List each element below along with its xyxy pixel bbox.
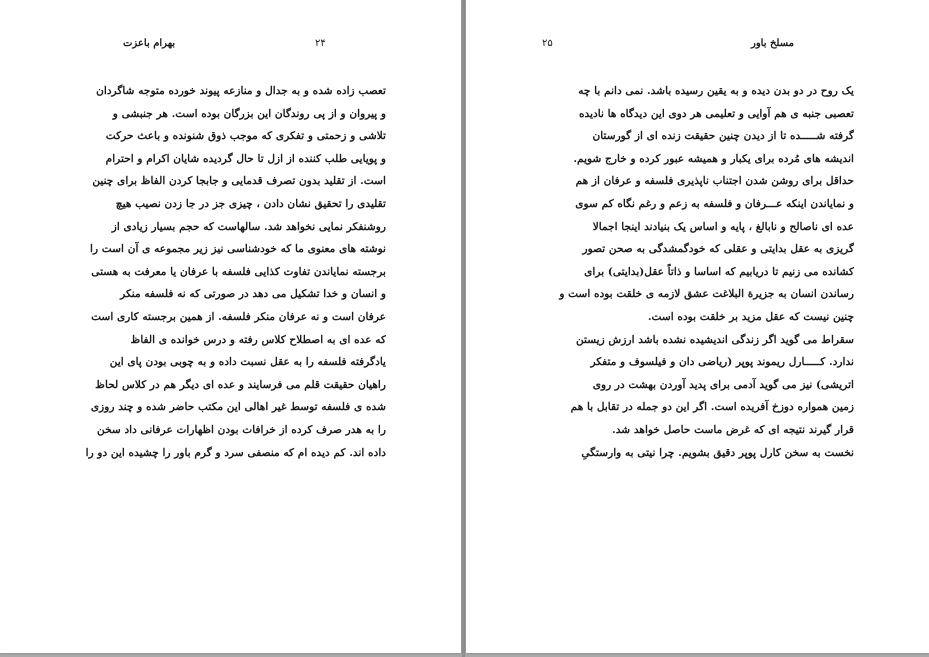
text-line: تعصبی جنبه ی هم آوایی و تعلیمی هر دوی این دیدگاه ها نادیده bbox=[578, 107, 854, 120]
text-line: شده ی فلسفه توسط غیر اهالی این مکتب حاضر شده و چند روزی bbox=[90, 401, 386, 414]
text-line: حداقل برای روشن شدن اجتناب ناپذیری فلسفه و عرفان از هم bbox=[575, 175, 854, 188]
page-right bbox=[466, 0, 929, 653]
text-line: ندارد. کـــــارل ریموند پوپر (ریاضی دان و فیلسوف و متفکر bbox=[590, 356, 854, 369]
text-line: و انسان و خدا تشکیل می دهد در صورتی که نه فلسفه منکر bbox=[120, 288, 386, 301]
text-line: گرفته شـــــده تا از دیدن چنین حقیقت زنده ای از گورستان bbox=[592, 130, 854, 143]
text-line: که عده ای به اصطلاح کلاس رفته و درس خوانده ی الفاظ bbox=[130, 333, 386, 346]
text-line: قرار گیرند نتیجه ای که غرض ماست حاصل خواهد شد. bbox=[612, 423, 854, 436]
text-line: رساندن انسان به جزیرة البلاغت عشق لازمه ی خلقت بوده است و bbox=[559, 288, 854, 301]
body-text-left bbox=[76, 80, 386, 464]
text-line: یادگرفته فلسفه را به عقل نسبت داده و به چوبی بودن پای این bbox=[109, 356, 386, 369]
text-line: تعصب زاده شده و به جدال و منازعه پیوند خورده متوجه شاگردان bbox=[96, 85, 386, 97]
page-divider bbox=[462, 0, 465, 657]
text-line: تقلیدی را تحقیق نشان دادن ، چیزی جز در جا زدن نصیب هیچ bbox=[115, 197, 386, 210]
text-line: تلاشی و زحمتی و تفکری که موجب ذوق شنونده و باعث حرکت bbox=[105, 130, 386, 143]
text-line: اتریشی) نیز می گوید آدمی برای پدید آوردن بهشت در روی bbox=[592, 378, 854, 391]
text-line: داده اند. کم دیده ام که منصفی سرد و گرم باور را چشیده این دو را bbox=[85, 446, 386, 459]
page-header-right bbox=[466, 38, 929, 54]
text-line: و نمایاندن اینکه عـــرفان و فلسفه به زعم و رغم نگاه کم سوی bbox=[575, 197, 854, 210]
text-line: عرفان است و نه عرفان منکر فلسفه. از همین برجسته کاری است bbox=[91, 310, 386, 323]
text-line: اندیشه های مُرده برای یکبار و همیشه عبور کرده و خارج شویم. bbox=[573, 152, 854, 165]
page-number-left: ۲۴ bbox=[315, 38, 326, 49]
text-line: روشنفکر نمایی نخواهد شد. سالهاست که حجم بسیار زیادی از bbox=[111, 220, 386, 233]
text-line: سقراط می گوید اگر زندگی اندیشیده نشده باشد ارزش زیستن bbox=[575, 333, 854, 346]
page-left bbox=[0, 0, 461, 653]
text-line: یک روح در دو بدن دیده و به یقین رسیده باشد. نمی دانم با چه bbox=[578, 85, 854, 97]
text-line: نخست به سخن کارل پوپر دقیق بشویم. چرا نیتی به وارستگیِ bbox=[581, 446, 854, 459]
text-line: نوشته های معنوی ما که خودشناسی نیز زیر مجموعه ی آن است را bbox=[90, 243, 386, 256]
text-line: و پویایی طلب کننده از ازل تا حال گردیده شایان اکرام و احترام bbox=[105, 152, 386, 165]
text-line: کشانده می زنیم تا دریابیم که اساسا و ذاتاً عقل(بدایتی) برای bbox=[584, 265, 854, 278]
text-line: چنین نیست که عقل مزید بر خلقت بوده است. bbox=[647, 310, 854, 323]
running-title-right: مسلخ باور bbox=[751, 38, 795, 49]
text-line: است. از تقلید بدون تصرف قدمایی و جابجا کردن الفاظ برای چنین bbox=[92, 175, 386, 188]
running-title-left: بهرام باعزت bbox=[123, 38, 176, 49]
text-line: راهیان حقیقت قلم می فرسایند و عده ای دیگر هم در کلاس لحاظ bbox=[95, 378, 386, 391]
text-line: برجسته نمایاندن تفاوت کذایی فلسفه با عرفان یا معرفت به هستی bbox=[91, 265, 386, 278]
text-line: گریزی به عقل بدایتی و عقلی که خودگمشدگی به صحن تصور bbox=[582, 243, 854, 256]
page-header-left bbox=[0, 38, 461, 54]
text-line: را به هدر صرف کرده از خرافات بودن اظهارات عرفانی داد سخن bbox=[97, 423, 386, 436]
body-text-right bbox=[542, 80, 854, 464]
page-number-right: ۲۵ bbox=[542, 38, 553, 49]
text-line: عده ای ناصالح و نابالغ ، پایه و اساس یک بنیادند اینجا اجمالا bbox=[592, 220, 854, 233]
text-line: زمین همواره دوزخ آفریده است. اگر این دو جمله در تقابل با هم bbox=[570, 401, 854, 414]
text-line: و پیروان و از پی روندگان این بزرگان بوده است. هر جنبشی و bbox=[112, 107, 386, 120]
